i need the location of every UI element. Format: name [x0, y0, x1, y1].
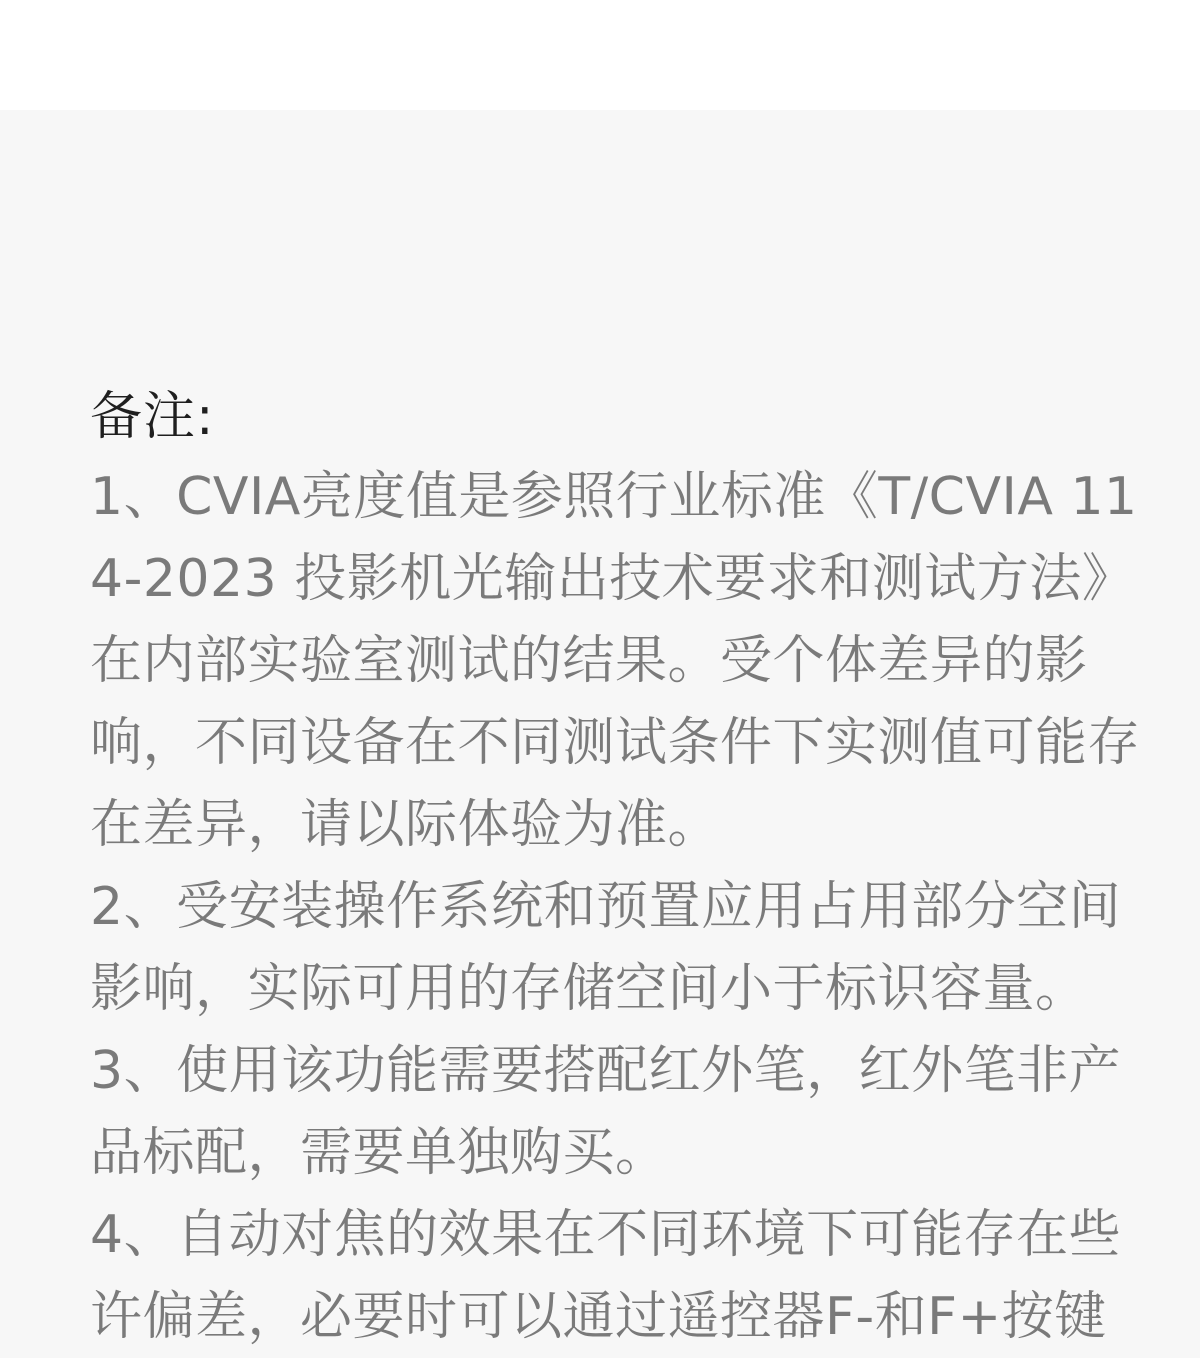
top-white-band [0, 0, 1200, 110]
note-item-3: 3、使用该功能需要搭配红外笔，红外笔非产品标配，需要单独购买。 [90, 1041, 1122, 1183]
notes-title: 备注: [90, 387, 215, 447]
note-item-1: 1、CVIA亮度值是参照行业标准《T/CVIA 114-2023 投影机光输出技术要求和测试方法》在内部实验室测试的结果。受个体差异的影响，不同设备在不同测试条件下实测值可能存在差异，请以际体验为准。 [90, 467, 1141, 855]
note-item-2: 2、受安装操作系统和预置应用占用部分空间影响，实际可用的存储空间小于标识容量。 [90, 877, 1122, 1019]
notes-list [90, 456, 1170, 1358]
note-item-4: 4、自动对焦的效果在不同环境下可能存在些许偏差，必要时可以通过遥控器F-和F+按键 [90, 1205, 1122, 1347]
notes-section [90, 378, 1170, 1358]
